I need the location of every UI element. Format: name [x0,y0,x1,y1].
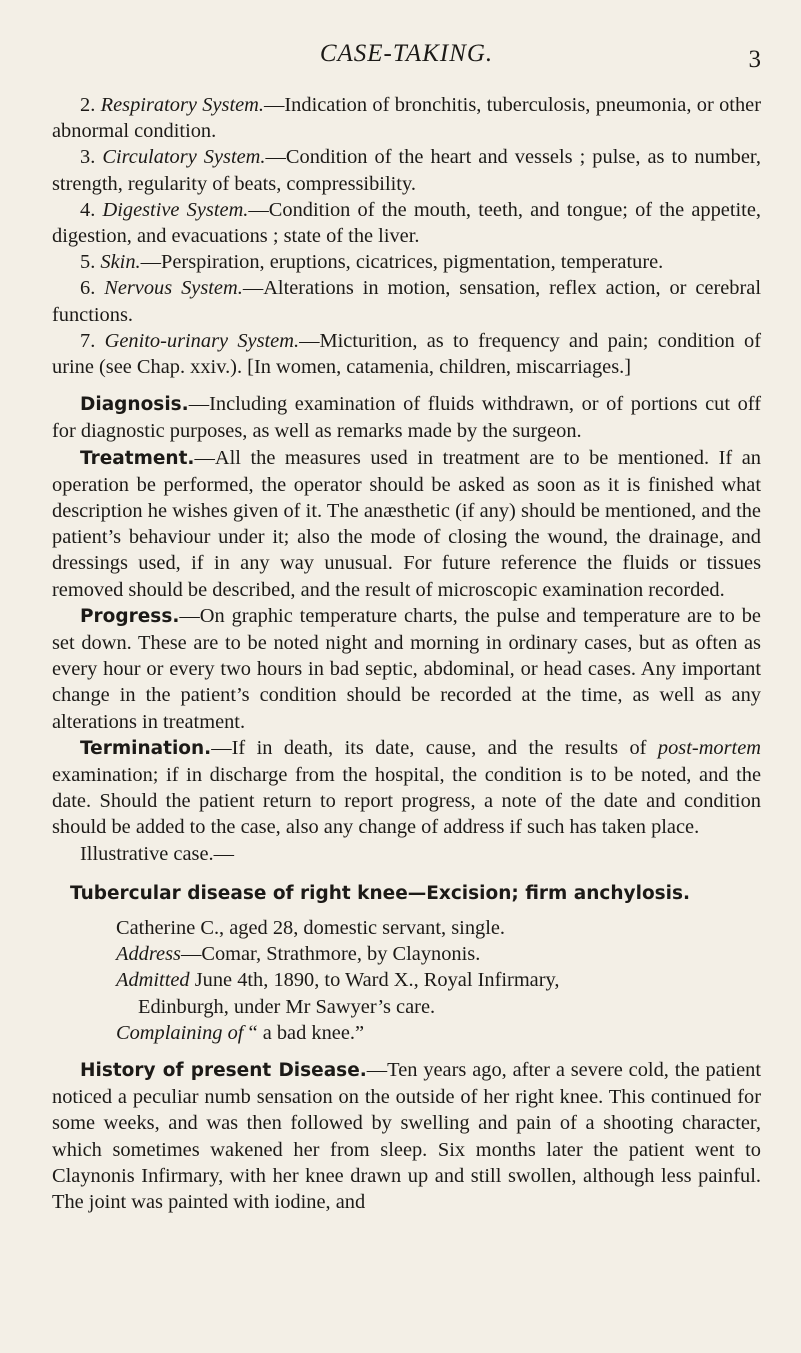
diagnosis-text: —Including examination of fluids withdrawn, or of portions cut off for diagnostic purposes, as well as remarks made by the surgeon. [52,393,761,443]
system-item-respiratory [52,92,761,144]
item-text: —Condition of the mouth, teeth, and tongue; of the appetite, digestion, and evacuations ; state of the liver. [52,198,761,248]
item-name: Digestive System. [102,198,249,221]
complaining-text: “ a bad knee.” [243,1021,365,1044]
running-head: CASE-TAKING. [319,40,494,67]
item-number: 3. [80,146,96,169]
case-complaining-line [52,1020,761,1046]
item-text: —Condition of the heart and vessels ; pulse, as to number, strength, regularity of beats, compressibility. [52,146,761,195]
termination-text-cont: examination; if in discharge from the hospital, the condition is to be noted, and the date. Should the patient return to report progress, a note of the date and condition should be added to the case, also any change of address if such has taken place. [52,764,761,839]
address-text: —Comar, Strathmore, by Claynonis. [180,943,481,966]
treatment-heading: Treatment. [80,447,195,469]
item-name: Skin. [100,251,141,274]
system-item-circulatory [52,144,761,196]
history-text: —Ten years ago, after a severe cold, the patient noticed a peculiar numb sensation on the outside of her right knee. This continued for some weeks, and was then followed by swelling and pain of a shooting character, which sometimes wakened her from sleep. Six months later the patient went to Claynonis Infirmary, with her knee drawn up and still swollen, although less painful. The joint was painted with iodine, and [52,1058,761,1213]
item-text: —Indication of bronchitis, tuberculosis, pneumonia, or other abnormal condition. [52,94,761,143]
termination-text: —If in death, its date, cause, and the results of [211,736,658,759]
case-patient-line: Catherine C., aged 28, domestic servant, single. [116,916,506,939]
item-text: —Alterations in motion, sensation, reflex action, or cerebral functions. [52,277,761,326]
progress-paragraph [52,603,761,735]
progress-text: —On graphic temperature charts, the pulse and temperature are to be set down. These are to be noted night and morning in ordinary cases, but as often as every hour or every two hours in bad septic, abdominal, or head cases. Any important change in the patient’s condition should be recorded at the time, as well as any alterations in treatment. [52,604,761,733]
system-item-skin [52,249,761,275]
item-number: 7. [80,329,96,352]
history-paragraph [52,1057,761,1215]
item-text: —Perspiration, eruptions, cicatrices, pigmentation, temperature. [140,251,664,274]
treatment-text: —All the measures used in treatment are to be mentioned. If an operation be performed, the operator should be asked as soon as it is finished what description he wishes given of it. The anæsthetic (if any) should be mentioned, and the patient’s behaviour under it; also the mode of closing the wound, the drainage, and dressings used, if in any way unusual. For future reference the fluids or tissues removed should be described, and the result of microscopic examination recorded. [52,446,761,601]
termination-paragraph [52,735,761,841]
system-item-genito-urinary [52,328,761,380]
case-address-line [52,941,761,967]
admitted-text: June 4th, 1890, to Ward X., Royal Infirmary, [189,969,560,992]
termination-heading: Termination. [80,737,212,759]
address-label: Address [116,943,181,966]
item-name: Respiratory System. [100,94,264,116]
progress-heading: Progress. [80,605,180,627]
treatment-paragraph [52,445,761,603]
item-name: Circulatory System. [102,146,266,169]
case-admitted-cont: Edinburgh, under Mr Sawyer’s care. [138,995,436,1018]
page-header [52,40,761,80]
diagnosis-paragraph [52,391,761,444]
page-number: 3 [748,46,761,73]
item-name: Genito-urinary System. [104,329,300,352]
illustrative-case-label: Illustrative case.— [80,842,235,865]
system-item-digestive [52,197,761,249]
page-body [52,92,761,1215]
complaining-label: Complaining of [116,1021,244,1044]
history-heading: History of present Disease. [80,1059,367,1081]
item-number: 6. [80,277,96,300]
item-name: Nervous System. [104,277,243,300]
item-number: 2. [80,94,96,116]
post-mortem-term: post-mortem [657,736,761,759]
item-number: 4. [80,198,96,221]
admitted-label: Admitted [116,969,190,992]
case-admitted-line [52,967,761,993]
system-item-nervous [52,275,761,327]
item-number: 5. [80,251,96,274]
diagnosis-heading: Diagnosis. [80,394,189,416]
case-title: Tubercular disease of right knee—Excision; firm anchylosis. [70,882,691,904]
item-text: —Micturition, as to frequency and pain; condition of urine (see Chap. xxiv.). [In women, catamenia, children, miscarriages.] [52,329,761,379]
